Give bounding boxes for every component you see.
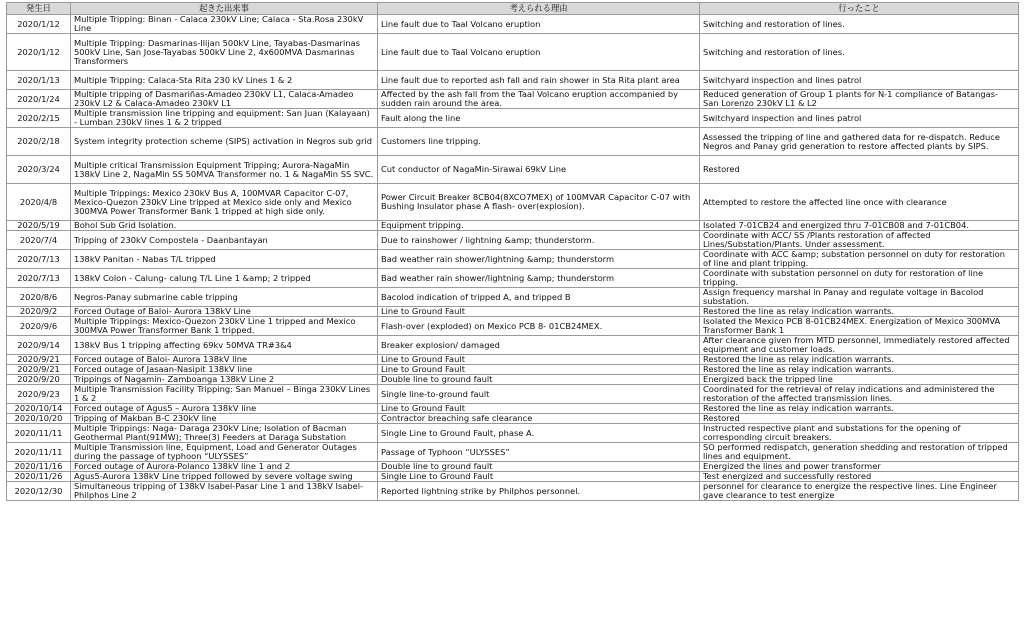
row-event: Forced Outage of Baloi- Aurora 138kV Line bbox=[71, 307, 378, 317]
row-event: Multiple Tripping: Dasmarinas-Ilijan 500kV Line, Tayabas-Dasmarinas 500kV Line, San Jose-Tayabas 500kV Line 2, 4x600MVA Dasmarinas Transformers bbox=[71, 34, 378, 71]
row-event: Forced outage of Aurora-Polanco 138kV line 1 and 2 bbox=[71, 462, 378, 472]
row-action: Restored bbox=[700, 156, 1019, 184]
row-event: 138kV Colon - Calung- calung T/L Line 1 &amp; 2 tripped bbox=[71, 269, 378, 288]
row-event: System integrity protection scheme (SIPS) activation in Negros sub grid bbox=[71, 128, 378, 156]
row-reason: Power Circuit Breaker 8CB04(8XCO7MEX) of 100MVAR Capacitor C-07 with Bushing Insulator phase A flash- over(explosion). bbox=[378, 184, 700, 221]
table-row bbox=[7, 71, 1019, 90]
row-action: Instructed respective plant and substations for the opening of corresponding circuit breakers. bbox=[700, 424, 1019, 443]
row-date: 2020/7/13 bbox=[7, 250, 71, 269]
row-event: Forced outage of Baloi- Aurora 138kV line bbox=[71, 355, 378, 365]
row-date: 2020/4/8 bbox=[7, 184, 71, 221]
row-reason: Breaker explosion/ damaged bbox=[378, 336, 700, 355]
row-event: Agus5-Aurora 138kV Line tripped followed by severe voltage swing bbox=[71, 472, 378, 482]
header-date: 発生日 bbox=[7, 3, 71, 15]
row-event: Tripping of Makban B-C 230kV line bbox=[71, 414, 378, 424]
row-reason: Reported lightning strike by Philphos personnel. bbox=[378, 482, 700, 501]
row-action: personnel for clearance to energize the respective lines. Line Engineer gave clearance to test energize bbox=[700, 482, 1019, 501]
row-reason: Double line to ground fault bbox=[378, 462, 700, 472]
row-event: Forced outage of Jasaan-Nasipit 138kV line bbox=[71, 365, 378, 375]
row-action: Isolated the Mexico PCB 8-01CB24MEX. Energization of Mexico 300MVA Transformer Bank 1 bbox=[700, 317, 1019, 336]
row-date: 2020/1/12 bbox=[7, 34, 71, 71]
incident-table bbox=[6, 2, 1019, 501]
row-reason: Fault along the line bbox=[378, 109, 700, 128]
table-row bbox=[7, 355, 1019, 365]
row-event: Multiple tripping of Dasmariñas-Amadeo 230kV L1, Calaca-Amadeo 230kV L2 & Calaca-Amadeo 230kV L1 bbox=[71, 90, 378, 109]
row-action: Switchyard inspection and lines patrol bbox=[700, 71, 1019, 90]
row-event: Forced outage of Agus5 – Aurora 138kV line bbox=[71, 404, 378, 414]
row-action: Energized back the tripped line bbox=[700, 375, 1019, 385]
header-event: 起きた出来事 bbox=[71, 3, 378, 15]
row-reason: Passage of Typhoon “ULYSSES” bbox=[378, 443, 700, 462]
table-row bbox=[7, 482, 1019, 501]
row-date: 2020/9/20 bbox=[7, 375, 71, 385]
table-row bbox=[7, 443, 1019, 462]
row-reason: Cut conductor of NagaMin-Sirawai 69kV Line bbox=[378, 156, 700, 184]
table-row bbox=[7, 231, 1019, 250]
row-event: Multiple critical Transmission Equipment Tripping; Aurora-NagaMin 138kV Line 2, NagaMin SS 50MVA Transformer no. 1 & NagaMin SS SVC. bbox=[71, 156, 378, 184]
row-date: 2020/9/14 bbox=[7, 336, 71, 355]
row-date: 2020/11/11 bbox=[7, 443, 71, 462]
row-reason: Single Line to Ground Fault, phase A. bbox=[378, 424, 700, 443]
table-row bbox=[7, 15, 1019, 34]
table-row bbox=[7, 404, 1019, 414]
table-row bbox=[7, 109, 1019, 128]
row-date: 2020/11/16 bbox=[7, 462, 71, 472]
row-date: 2020/9/2 bbox=[7, 307, 71, 317]
row-action: Coordinate with substation personnel on duty for restoration of line tripping. bbox=[700, 269, 1019, 288]
row-reason: Bad weather rain shower/lightning &amp; thunderstorm bbox=[378, 269, 700, 288]
row-reason: Single Line to Ground Fault bbox=[378, 472, 700, 482]
table-row bbox=[7, 250, 1019, 269]
row-date: 2020/11/11 bbox=[7, 424, 71, 443]
row-reason: Due to rainshower / lightning &amp; thunderstorm. bbox=[378, 231, 700, 250]
row-date: 2020/9/6 bbox=[7, 317, 71, 336]
row-event: Bohol Sub Grid Isolation. bbox=[71, 221, 378, 231]
row-date: 2020/12/30 bbox=[7, 482, 71, 501]
row-event: Multiple Trippings: Naga- Daraga 230kV Line; Isolation of Bacman Geothermal Plant(91MW); Three(3) Feeders at Daraga Substation bbox=[71, 424, 378, 443]
row-reason: Line fault due to Taal Volcano eruption bbox=[378, 15, 700, 34]
row-date: 2020/9/21 bbox=[7, 365, 71, 375]
row-date: 2020/1/24 bbox=[7, 90, 71, 109]
table-row bbox=[7, 156, 1019, 184]
row-date: 2020/9/23 bbox=[7, 385, 71, 404]
row-action: Reduced generation of Group 1 plants for N-1 compliance of Batangas- San Lorenzo 230kV L1 & L2 bbox=[700, 90, 1019, 109]
row-reason: Bacolod indication of tripped A, and tripped B bbox=[378, 288, 700, 307]
row-event: Multiple Transmission line, Equipment, Load and Generator Outages during the passage of typhoon “ULYSSES” bbox=[71, 443, 378, 462]
row-action: Test energized and successfully restored bbox=[700, 472, 1019, 482]
row-reason: Line to Ground Fault bbox=[378, 404, 700, 414]
row-event: Trippings of Nagamin- Zamboanga 138kV Line 2 bbox=[71, 375, 378, 385]
row-event: 138kV Bus 1 tripping affecting 69kv 50MVA TR#3&4 bbox=[71, 336, 378, 355]
row-action: Restored the line as relay indication warrants. bbox=[700, 365, 1019, 375]
row-reason: Bad weather rain shower/lightning &amp; thunderstorm bbox=[378, 250, 700, 269]
row-reason: Affected by the ash fall from the Taal Volcano eruption accompanied by sudden rain around the area. bbox=[378, 90, 700, 109]
table-row bbox=[7, 317, 1019, 336]
table-row bbox=[7, 385, 1019, 404]
row-date: 2020/9/21 bbox=[7, 355, 71, 365]
table-row bbox=[7, 221, 1019, 231]
header-row bbox=[7, 3, 1019, 15]
row-action: Assign frequency marshal in Panay and regulate voltage in Bacolod substation. bbox=[700, 288, 1019, 307]
row-date: 2020/10/14 bbox=[7, 404, 71, 414]
row-date: 2020/2/18 bbox=[7, 128, 71, 156]
table-row bbox=[7, 462, 1019, 472]
row-action: Switchyard inspection and lines patrol bbox=[700, 109, 1019, 128]
row-date: 2020/2/15 bbox=[7, 109, 71, 128]
row-action: Isolated 7-01CB24 and energized thru 7-01CB08 and 7-01CB04. bbox=[700, 221, 1019, 231]
table-row bbox=[7, 128, 1019, 156]
row-action: Restored bbox=[700, 414, 1019, 424]
row-action: Coordinate with ACC/ SS /Plants restoration of affected Lines/Substation/Plants. Under assessment. bbox=[700, 231, 1019, 250]
table-row bbox=[7, 90, 1019, 109]
row-reason: Line to Ground Fault bbox=[378, 365, 700, 375]
table-row bbox=[7, 269, 1019, 288]
table-row bbox=[7, 184, 1019, 221]
row-date: 2020/11/26 bbox=[7, 472, 71, 482]
header-action: 行ったこと bbox=[700, 3, 1019, 15]
table-row bbox=[7, 414, 1019, 424]
header-reason: 考えられる理由 bbox=[378, 3, 700, 15]
table-row bbox=[7, 336, 1019, 355]
row-action: Coordinate with ACC &amp; substation personnel on duty for restoration of line and plant tripping. bbox=[700, 250, 1019, 269]
row-action: Restored the line as relay indication warrants. bbox=[700, 355, 1019, 365]
row-reason: Customers line tripping. bbox=[378, 128, 700, 156]
row-date: 2020/7/4 bbox=[7, 231, 71, 250]
table-row bbox=[7, 472, 1019, 482]
row-action: Assessed the tripping of line and gathered data for re-dispatch. Reduce Negros and Panay grid generation to restore affected plants by SIPS. bbox=[700, 128, 1019, 156]
row-reason: Equipment tripping. bbox=[378, 221, 700, 231]
table-row bbox=[7, 375, 1019, 385]
row-action: Restored the line as relay indication warrants. bbox=[700, 307, 1019, 317]
row-date: 2020/1/13 bbox=[7, 71, 71, 90]
row-action: Restored the line as relay indication warrants. bbox=[700, 404, 1019, 414]
row-event: Tripping of 230kV Compostela - Daanbantayan bbox=[71, 231, 378, 250]
row-reason: Contractor breaching safe clearance bbox=[378, 414, 700, 424]
row-reason: Line fault due to Taal Volcano eruption bbox=[378, 34, 700, 71]
table-row bbox=[7, 307, 1019, 317]
table-row bbox=[7, 424, 1019, 443]
row-event: Simultaneous tripping of 138kV Isabel-Pasar Line 1 and 138kV Isabel- Philphos Line 2 bbox=[71, 482, 378, 501]
row-date: 2020/10/20 bbox=[7, 414, 71, 424]
row-event: 138kV Panitan - Nabas T/L tripped bbox=[71, 250, 378, 269]
row-reason: Single line-to-ground fault bbox=[378, 385, 700, 404]
row-action: Energized the lines and power transformer bbox=[700, 462, 1019, 472]
row-date: 2020/5/19 bbox=[7, 221, 71, 231]
row-date: 2020/3/24 bbox=[7, 156, 71, 184]
row-reason: Double line to ground fault bbox=[378, 375, 700, 385]
row-event: Multiple Tripping: Calaca-Sta Rita 230 kV Lines 1 & 2 bbox=[71, 71, 378, 90]
row-reason: Flash-over (exploded) on Mexico PCB 8- 01CB24MEX. bbox=[378, 317, 700, 336]
row-event: Multiple Transmission Facility Tripping: San Manuel – Binga 230kV Lines 1 & 2 bbox=[71, 385, 378, 404]
row-reason: Line to Ground Fault bbox=[378, 307, 700, 317]
row-action: SO performed redispatch, generation shedding and restoration of tripped lines and equipment. bbox=[700, 443, 1019, 462]
row-reason: Line fault due to reported ash fall and rain shower in Sta Rita plant area bbox=[378, 71, 700, 90]
table-row bbox=[7, 365, 1019, 375]
table-row bbox=[7, 34, 1019, 71]
row-event: Multiple transmission line tripping and equipment: San Juan (Kalayaan) - Lumban 230kV lines 1 & 2 tripped bbox=[71, 109, 378, 128]
row-action: After clearance given from MTD personnel, immediately restored affected equipment and customer loads. bbox=[700, 336, 1019, 355]
row-date: 2020/1/12 bbox=[7, 15, 71, 34]
row-event: Negros-Panay submarine cable tripping bbox=[71, 288, 378, 307]
row-reason: Line to Ground Fault bbox=[378, 355, 700, 365]
table-body bbox=[7, 15, 1019, 501]
row-action: Attempted to restore the affected line once with clearance bbox=[700, 184, 1019, 221]
table-row bbox=[7, 288, 1019, 307]
row-action: Switching and restoration of lines. bbox=[700, 15, 1019, 34]
row-action: Switching and restoration of lines. bbox=[700, 34, 1019, 71]
row-event: Multiple Trippings: Mexico 230kV Bus A, 100MVAR Capacitor C-07, Mexico-Quezon 230kV Line tripped at Mexico side only and Mexico 300MVA Power Transformer Bank 1 tripped at high side only. bbox=[71, 184, 378, 221]
row-date: 2020/7/13 bbox=[7, 269, 71, 288]
row-date: 2020/8/6 bbox=[7, 288, 71, 307]
row-action: Coordinated for the retrieval of relay indications and administered the restoration of the affected transmission lines. bbox=[700, 385, 1019, 404]
row-event: Multiple Tripping: Binan - Calaca 230kV Line; Calaca - Sta.Rosa 230kV Line bbox=[71, 15, 378, 34]
incident-sheet bbox=[6, 2, 1018, 501]
row-event: Multiple Trippings: Mexico-Quezon 230kV Line 1 tripped and Mexico 300MVA Power Transformer Bank 1 tripped. bbox=[71, 317, 378, 336]
